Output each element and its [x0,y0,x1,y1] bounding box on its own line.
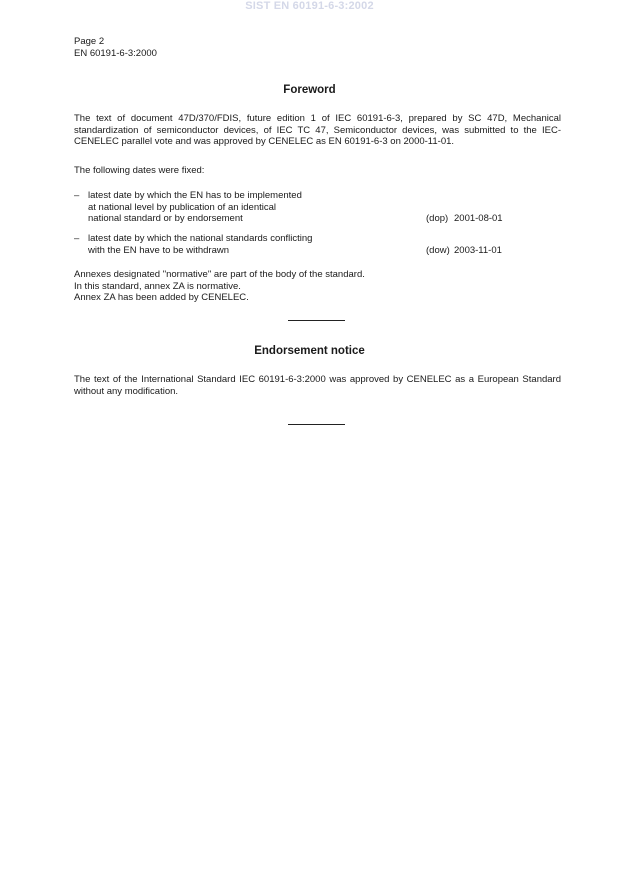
dates-intro: The following dates were fixed: [74,165,205,176]
endorsement-title: Endorsement notice [254,345,365,357]
annex-line: In this standard, annex ZA is normative. [74,280,241,292]
date-item-line: latest date by which the national standards conflicting [88,233,313,244]
date-code: (dow) [426,244,450,256]
section-divider [288,424,345,425]
annex-notes [74,269,365,304]
watermark: SIST EN 60191-6-3:2002 [245,0,374,12]
document-id: EN 60191-6-3:2000 [74,47,157,59]
list-dash: – [74,233,80,244]
annex-line: Annexes designated "normative" are part of the body of the standard. [74,269,365,280]
date-item-dow [74,233,561,257]
date-value: 2003-11-01 [454,244,502,256]
date-item-dop [74,190,561,225]
date-item-line: national standard or by endorsement [88,213,243,224]
page-number: Page 2 [74,36,105,47]
section-divider [288,320,345,321]
foreword-title: Foreword [283,84,336,96]
page-header [74,36,157,59]
date-value: 2001-08-01 [454,213,503,224]
date-code: (dop) [426,213,449,224]
date-item-text [88,233,418,256]
date-item-line: with the EN have to be withdrawn [88,244,229,256]
date-item-text [88,190,418,225]
foreword-intro: The text of document 47D/370/FDIS, future edition 1 of IEC 60191-6-3, prepared by SC 47D, Mechanical standardization of semiconductor devices, of IEC TC 47, Semiconductor devices, was submitted to the IEC-CENELEC parallel vote and was approved by CENELEC as EN 60191-6-3 on 2000-11-01. [74,113,561,147]
annex-line: Annex ZA has been added by CENELEC. [74,292,249,303]
endorsement-text: The text of the International Standard IEC 60191-6-3:2000 was approved by CENELEC as a European Standard without any modification. [74,374,561,397]
date-item-line: latest date by which the EN has to be implemented [88,190,302,201]
date-item-line: at national level by publication of an identical [88,201,277,213]
list-dash: – [74,190,80,201]
